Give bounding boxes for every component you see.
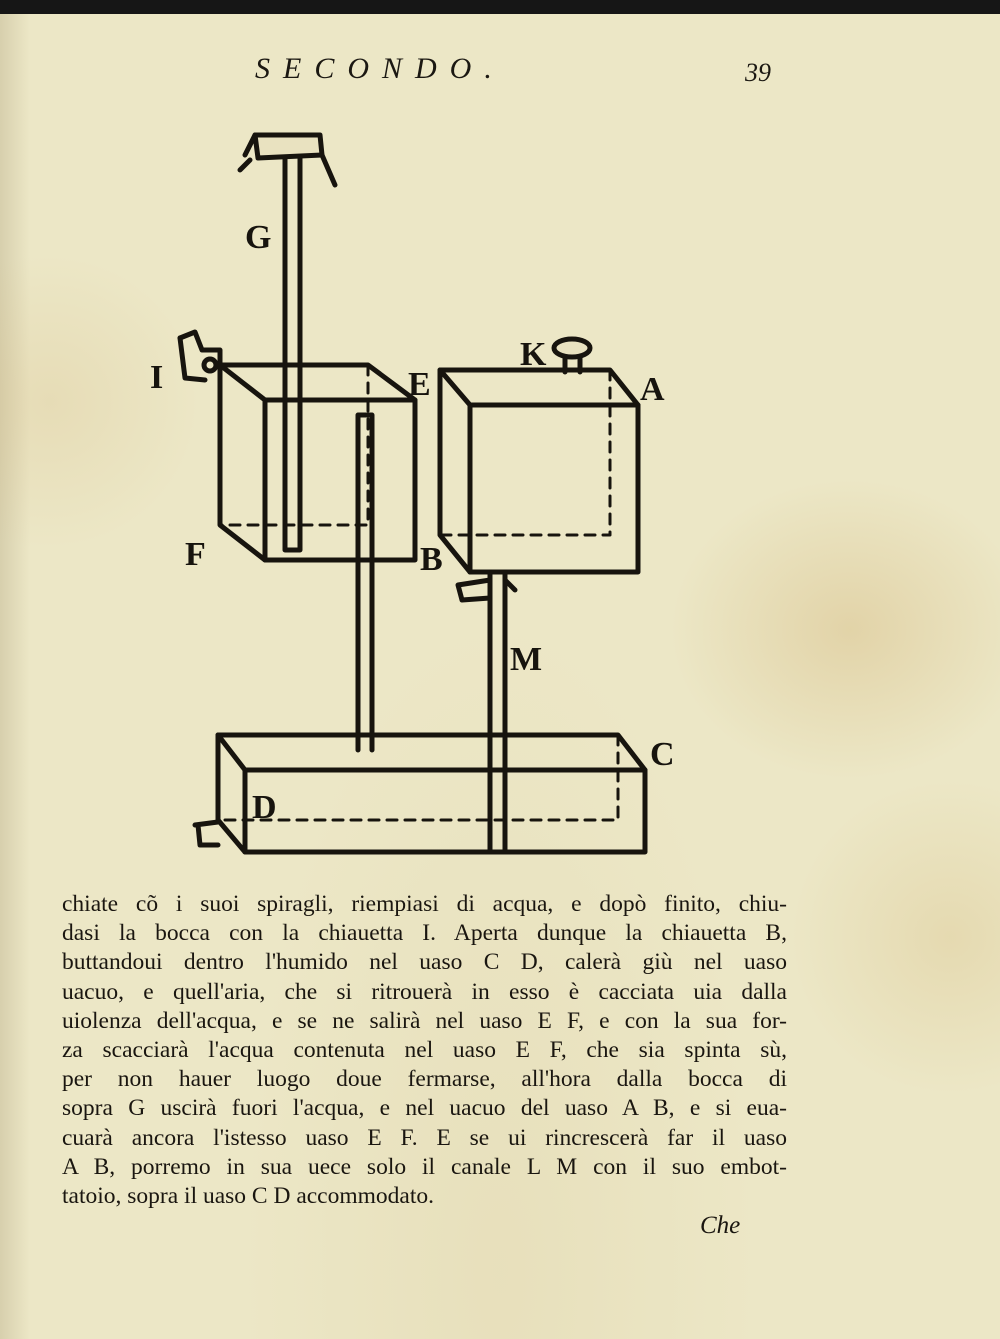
label-i: I — [150, 359, 164, 396]
label-k: K — [520, 336, 547, 373]
page-number: 39 — [745, 58, 771, 87]
text-line: cuarà ancora l'istesso uaso E F. E se ui rincrescerà far il uaso — [62, 1124, 787, 1151]
text-line: tatoio, sopra il uaso C D accommodato. — [62, 1183, 435, 1210]
label-a: A — [640, 371, 665, 408]
label-b: B — [420, 541, 443, 578]
label-m: M — [510, 641, 543, 678]
text-line: uacuo, e quell'aria, che si ritrouerà in esso è cacciata uia dalla — [62, 978, 787, 1005]
text-line: dasi la bocca con la chiauetta I. Aperta dunque la chiauetta B, — [62, 920, 787, 947]
text-line: buttandoui dentro l'humido nel uaso C D, calerà giù nel uaso — [62, 949, 787, 976]
text-line: za scacciarà l'acqua contenuta nel uaso E F, che sia spinta sù, — [62, 1037, 787, 1064]
body-paragraph — [62, 890, 787, 1211]
text-line: uiolenza dell'acqua, e se ne salirà nel uaso E F, e con la sua for- — [62, 1007, 787, 1034]
text-line: chiate cõ i suoi spiragli, riempiasi di acqua, e dopò finito, chiu- — [62, 891, 787, 917]
label-e: E — [408, 366, 431, 403]
label-c: C — [650, 736, 675, 773]
text-line: sopra G uscirà fuori l'acqua, e nel uacuo del uaso A B, e si eua- — [62, 1095, 787, 1122]
text-line: A B, porremo in sua uece solo il canale L M con il suo embot- — [62, 1153, 787, 1180]
label-g: G — [245, 219, 272, 256]
running-title: SECONDO. — [255, 52, 505, 85]
catchword: Che — [700, 1212, 741, 1239]
label-f: F — [185, 536, 206, 573]
text-line: per non hauer luogo doue fermarse, all'hora dalla bocca di — [62, 1066, 787, 1093]
label-d: D — [252, 789, 277, 826]
scan-edge — [0, 0, 1000, 14]
apparatus-woodcut — [140, 110, 700, 870]
